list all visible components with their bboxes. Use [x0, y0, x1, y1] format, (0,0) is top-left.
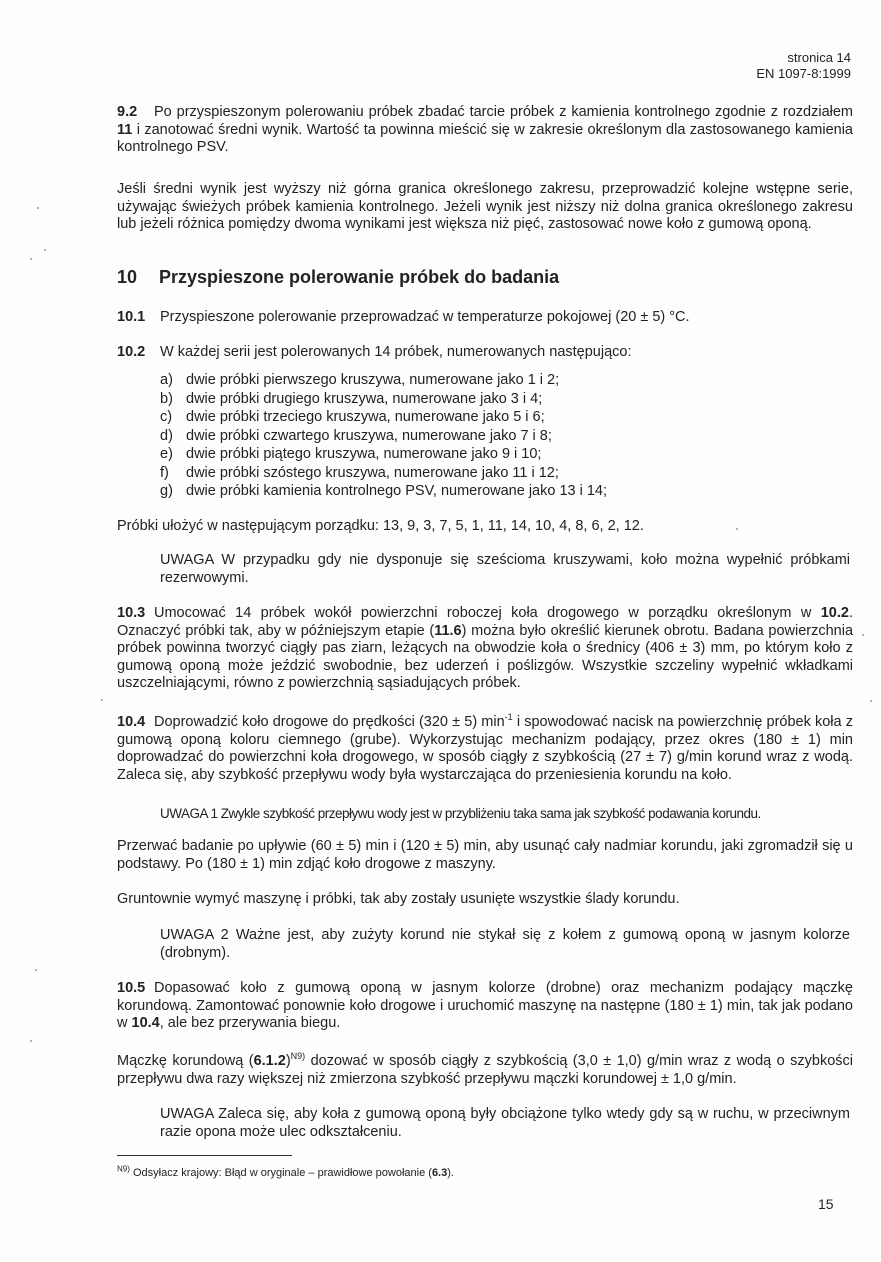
- section-10-1: [117, 309, 853, 327]
- list-text: dwie próbki piątego kruszywa, numerowane jako 9 i 10;: [186, 446, 542, 462]
- list-letter: b): [160, 390, 173, 407]
- paragraph-text: Przyspieszone polerowanie przeprowadzać w temperaturze pokojowej (20 ± 5) °C.: [160, 309, 690, 325]
- paragraph-text: W każdej serii jest polerowanych 14 próbek, numerowanych następująco:: [160, 344, 632, 360]
- scan-speck: [862, 634, 864, 636]
- section-number: 10.3: [117, 605, 146, 621]
- paragraph-text: Po przyspieszonym polerowaniu próbek zbadać tarcie próbek z kamienia kontrolnego zgodnie z rozdziałem: [154, 104, 853, 120]
- section-10-5: [117, 980, 853, 1033]
- note-10-5: [160, 1106, 850, 1141]
- paragraph-text: dozować w sposób ciągły z szybkością (3,0 ± 1,0) g/min wraz z wodą o szybkości przepływu dwa razy większej niż zmierzona szybkość przepływu mączki korundowej ± 1,0 g/min.: [117, 1053, 853, 1087]
- list-text: dwie próbki drugiego kruszywa, numerowane jako 3 i 4;: [186, 390, 543, 407]
- footnote-text: ).: [447, 1167, 454, 1179]
- cross-reference: 10.4: [131, 1015, 160, 1031]
- note-text: UWAGA 2 Ważne jest, aby zużyty korund nie stykał się z kołem z gumową oponą w jasnym kolorze (drobnym).: [160, 927, 850, 961]
- footnote-separator: [117, 1155, 292, 1156]
- cross-reference: 6.3: [431, 1167, 448, 1179]
- list-text: dwie próbki czwartego kruszywa, numerowane jako 7 i 8;: [186, 427, 552, 444]
- cross-reference: 11: [117, 121, 133, 138]
- paragraph-text: Jeśli średni wynik jest wyższy niż górna granica określonego zakresu, przeprowadzić kolejne wstępne serie, używając świeżych próbek kamienia kontrolnego. Jeżeli wynik jest niższy niż dolna granica określonego zakresu lub jeżeli różnica pomiędzy dwoma wynikami jest większa niż pięć, zastosować nowe koło z gumową oponą.: [117, 181, 853, 232]
- note-10-4-2: [160, 927, 850, 962]
- section-9-2: [117, 104, 853, 157]
- note-10-4-1: [160, 805, 850, 823]
- list-text: dwie próbki kamienia kontrolnego PSV, numerowane jako 13 i 14;: [186, 483, 608, 499]
- paragraph-text: Przerwać badanie po upływie (60 ± 5) min i (120 ± 5) min, aby usunąć cały nadmiar korundu, jaki zgromadził się u podstawy. Po (180 ± 1) min zdjąć koło drogowe z maszyny.: [117, 838, 853, 872]
- superscript: -1: [504, 712, 513, 723]
- scan-speck: [44, 249, 46, 251]
- list-item: [160, 446, 760, 465]
- list-item: [160, 372, 760, 391]
- section-number: 10.1: [117, 309, 146, 325]
- list-letter: d): [160, 427, 173, 444]
- section-10-3: [117, 605, 853, 693]
- note-text: UWAGA 1 Zwykle szybkość przepływu wody jest w przybliżeniu taka sama jak szybkość podawania korundu.: [160, 806, 761, 821]
- page-label: stronica 14: [787, 50, 851, 65]
- footnote: [117, 1166, 454, 1180]
- scan-speck: [30, 258, 32, 260]
- section-10-4-paragraph-2: [117, 838, 853, 873]
- paragraph-text: . Oznaczyć próbki tak, aby w późniejszym etapie (: [117, 605, 853, 639]
- paragraph-text: Gruntownie wymyć maszynę i próbki, tak aby zostały usunięte wszystkie ślady korundu.: [117, 891, 680, 907]
- footnote-text: Odsyłacz krajowy: Błąd w oryginale – prawidłowe powołanie (: [132, 1167, 432, 1179]
- paragraph-text: , ale bez przerywania biegu.: [159, 1015, 341, 1031]
- section-number: 10.5: [117, 980, 146, 996]
- section-10-5-paragraph-2: Mączkę korundową $(6.1.2)^{N9)}$ dozować w sposób ciągły z szybkością (3,0 ± 1,0) g/min wraz z wodą o szybkości przepływu dwa razy większej niż zmierzona szybkość przepływu mączki korundowej ± 1,0 g/min.: [117, 1051, 853, 1087]
- scan-speck: [736, 528, 738, 530]
- specimen-order: [117, 518, 853, 536]
- cross-reference: 6.1.2: [253, 1053, 286, 1069]
- note-text: UWAGA Zaleca się, aby koła z gumową oponą były obciążone tylko wtedy gdy są w ruchu, w przeciwnym razie opona może ulec odkształceniu.: [160, 1106, 850, 1140]
- paragraph-text: Dopasować koło z gumową oponą w jasnym kolorze (drobne) oraz mechanizm podający mączkę korundową. Zamontować ponownie koło drogowe i uruchomić maszynę na następne (180 ± 1) min, tak jak podano w: [117, 980, 853, 1031]
- cross-reference: 11.6: [434, 622, 462, 639]
- list-text: dwie próbki szóstego kruszywa, numerowane jako 11 i 12;: [186, 464, 559, 481]
- scan-speck: [37, 207, 39, 209]
- section-10-2: [117, 344, 853, 362]
- list-letter: e): [160, 446, 173, 462]
- scan-speck: [35, 969, 37, 971]
- list-item: [160, 465, 760, 484]
- list-item: [160, 409, 760, 428]
- scan-speck: [30, 1040, 32, 1042]
- paragraph-text: Doprowadzić koło drogowe do prędkości (320 ± 5) min: [154, 714, 505, 730]
- list-letter: g): [160, 483, 173, 499]
- paragraph-text: i zanotować średni wynik. Wartość ta powinna mieścić się w zakresie określonym dla zastosowanego kamienia kontrolnego PSV.: [117, 121, 854, 155]
- section-number: 10.2: [117, 344, 146, 360]
- scan-speck: [870, 700, 872, 702]
- list-text: dwie próbki trzeciego kruszywa, numerowane jako 5 i 6;: [186, 409, 545, 425]
- paragraph-text: Próbki ułożyć w następującym porządku: 13, 9, 3, 7, 5, 1, 11, 14, 10, 4, 8, 6, 2, 12.: [117, 518, 644, 534]
- list-letter: c): [160, 409, 173, 425]
- cross-reference: 10.2: [820, 605, 849, 621]
- paragraph-text: i spowodować nacisk na powierzchnię próbek koła z gumową oponą koloru ciemnego (grube). Wykorzystując mechanizm podający, przez okres (180 ± 1) min doprowadzać do powierzchni koła drogowego, w sposób ciągły z szybkością (27 ± 7) g/min korund wraz z wodą. Zaleca się, aby szybkość przepływu wody była wystarczająca do przeniesienia korundu na koło.: [117, 714, 853, 783]
- footnote-marker: N9): [117, 1164, 130, 1174]
- footnote-marker: N9): [290, 1051, 306, 1062]
- list-letter: f): [160, 464, 169, 481]
- standard-id: EN 1097-8:1999: [756, 66, 851, 81]
- list-item: [160, 428, 760, 447]
- page-header: [756, 50, 851, 82]
- note-text: UWAGA W przypadku gdy nie dysponuje się sześcioma kruszywami, koło można wypełnić próbkami rezerwowymi.: [160, 552, 850, 586]
- section-10-4: [117, 714, 853, 784]
- section-number: 10.4: [117, 714, 146, 730]
- list-text: dwie próbki pierwszego kruszywa, numerowane jako 1 i 2;: [186, 372, 560, 388]
- list-item: [160, 391, 760, 410]
- section-title: Przyspieszone polerowanie próbek do badania: [159, 267, 560, 287]
- specimen-list: [160, 372, 760, 502]
- page-number: 15: [818, 1196, 834, 1212]
- section-number: 10: [117, 267, 138, 287]
- section-10-heading: [117, 266, 559, 288]
- scan-speck: [101, 699, 103, 701]
- paragraph-text: Mączkę korundową (: [117, 1053, 254, 1069]
- list-letter: a): [160, 372, 173, 388]
- paragraph-text: Umocować 14 próbek wokół powierzchni roboczej koła drogowego w porządku określonym w: [154, 605, 812, 621]
- section-9-2-paragraph-2: [117, 181, 853, 234]
- paragraph-text: ) można było określić kierunek obrotu. Badana powierzchnia próbek powinna tworzyć ciągły pas ziarn, leżących na obwodzie koła o średnicy (406 ± 3) mm, po którym koło z gumową oponą może jeździć swobodnie, bez uderzeń i poślizgów. Wszystkie szczeliny wypełnić wkładkami uszczelniającymi, równo z powierzchnią sąsiadujących próbek.: [117, 622, 854, 691]
- list-item: [160, 483, 760, 502]
- section-number: 9.2: [117, 104, 138, 120]
- section-10-4-paragraph-3: [117, 891, 853, 909]
- note-10-2: [160, 552, 850, 587]
